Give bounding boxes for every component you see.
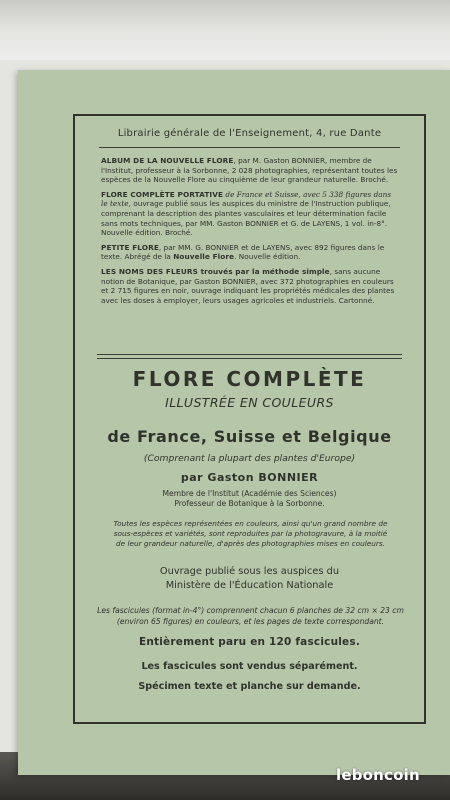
book-entry-album	[101, 156, 400, 185]
auspices-line: Ouvrage publié sous les auspices du	[159, 566, 340, 577]
book-description: , ouvrage publié sous les auspices du ministre de l'Instruction publique, comprenant la description des plantes vasculaires et leur détermination facile sans mots techniques, par MM. Gaston BONNIER et G. de LAYENS, 1 vol. in-8°. Nouvelle édition. Broché.	[101, 199, 391, 238]
book-description: , par MM. G. BONNIER et de LAYENS, avec 892 figures dans le texte. Abrégé de la	[101, 242, 385, 262]
author-line: par Gaston BONNIER	[180, 471, 319, 484]
author-credentials	[75, 489, 424, 509]
credential-line: Professeur de Botanique à la Sorbonne.	[174, 499, 325, 508]
main-title: FLORE COMPLÈTE	[132, 367, 367, 391]
divider-double	[97, 354, 402, 359]
book-title: ALBUM DE LA NOUVELLE FLORE	[101, 156, 234, 165]
leboncoin-watermark: leboncoin	[336, 766, 420, 784]
credential-line: Membre de l'Institut (Académie des Sciences)	[162, 489, 337, 498]
book-subtitle: de France et Suisse, avec 5 338 figures dans le texte	[101, 189, 392, 209]
fascicle-format-note: Les fascicules (format in-4°) comprennent chacun 6 planches de 32 cm × 23 cm (environ 65 figures) en couleurs, et les pages de texte correspondant.	[97, 606, 404, 626]
scope-note: (Comprenant la plupart des plantes d'Europe)	[143, 453, 356, 464]
book-title: LES NOMS DES FLEURS trouvés par la méthode simple	[101, 266, 330, 276]
book-cover-page	[18, 70, 450, 775]
divider-thin	[99, 147, 400, 148]
book-entry-noms	[101, 267, 400, 305]
book-reference: Nouvelle Flore	[173, 252, 235, 262]
other-books-list	[101, 156, 400, 310]
book-entry-portative	[101, 190, 400, 238]
publisher-line: Librairie générale de l'Enseignement, 4, rue Dante	[117, 128, 382, 139]
main-subtitle: ILLUSTRÉE EN COULEURS	[165, 395, 334, 410]
publication-status: Entièrement paru en 120 fascicules.	[138, 636, 361, 648]
specimen-note: Spécimen texte et planche sur demande.	[138, 681, 361, 692]
book-entry-petite	[101, 243, 400, 262]
countries-heading: de France, Suisse et Belgique	[107, 427, 392, 446]
book-title: PETITE FLORE	[101, 242, 159, 252]
book-title: FLORE COMPLÈTE PORTATIVE	[101, 189, 224, 199]
auspices-note	[75, 565, 424, 592]
content-description: Toutes les espèces représentées en couleurs, ainsi qu'un grand nombre de sous-espèces et variétés, sont reproduites par la photogravure, à la moitié de leur grandeur naturelle, d'après des photographies mises en couleurs.	[113, 519, 388, 548]
book-description: , par M. Gaston BONNIER, membre de l'Institut, professeur à la Sorbonne, 2 028 photographies, représentant toutes les espèces de la Nouvelle Flore au cinquième de leur grandeur naturelle. Broché.	[101, 156, 398, 185]
background-table-top	[0, 0, 450, 60]
sales-note: Les fascicules sont vendus séparément.	[141, 661, 358, 672]
book-description-tail: . Nouvelle édition.	[234, 252, 301, 262]
book-description: , sans aucune notion de Botanique, par Gaston BONNIER, avec 372 photographies en couleurs et 2 715 figures en noir, ouvrage indiquant les propriétés médicales des plantes avec les doses à employer, leurs usages agricoles et industriels. Cartonné.	[101, 266, 395, 305]
cover-frame	[73, 114, 426, 724]
auspices-line: Ministère de l'Éducation Nationale	[165, 579, 334, 591]
